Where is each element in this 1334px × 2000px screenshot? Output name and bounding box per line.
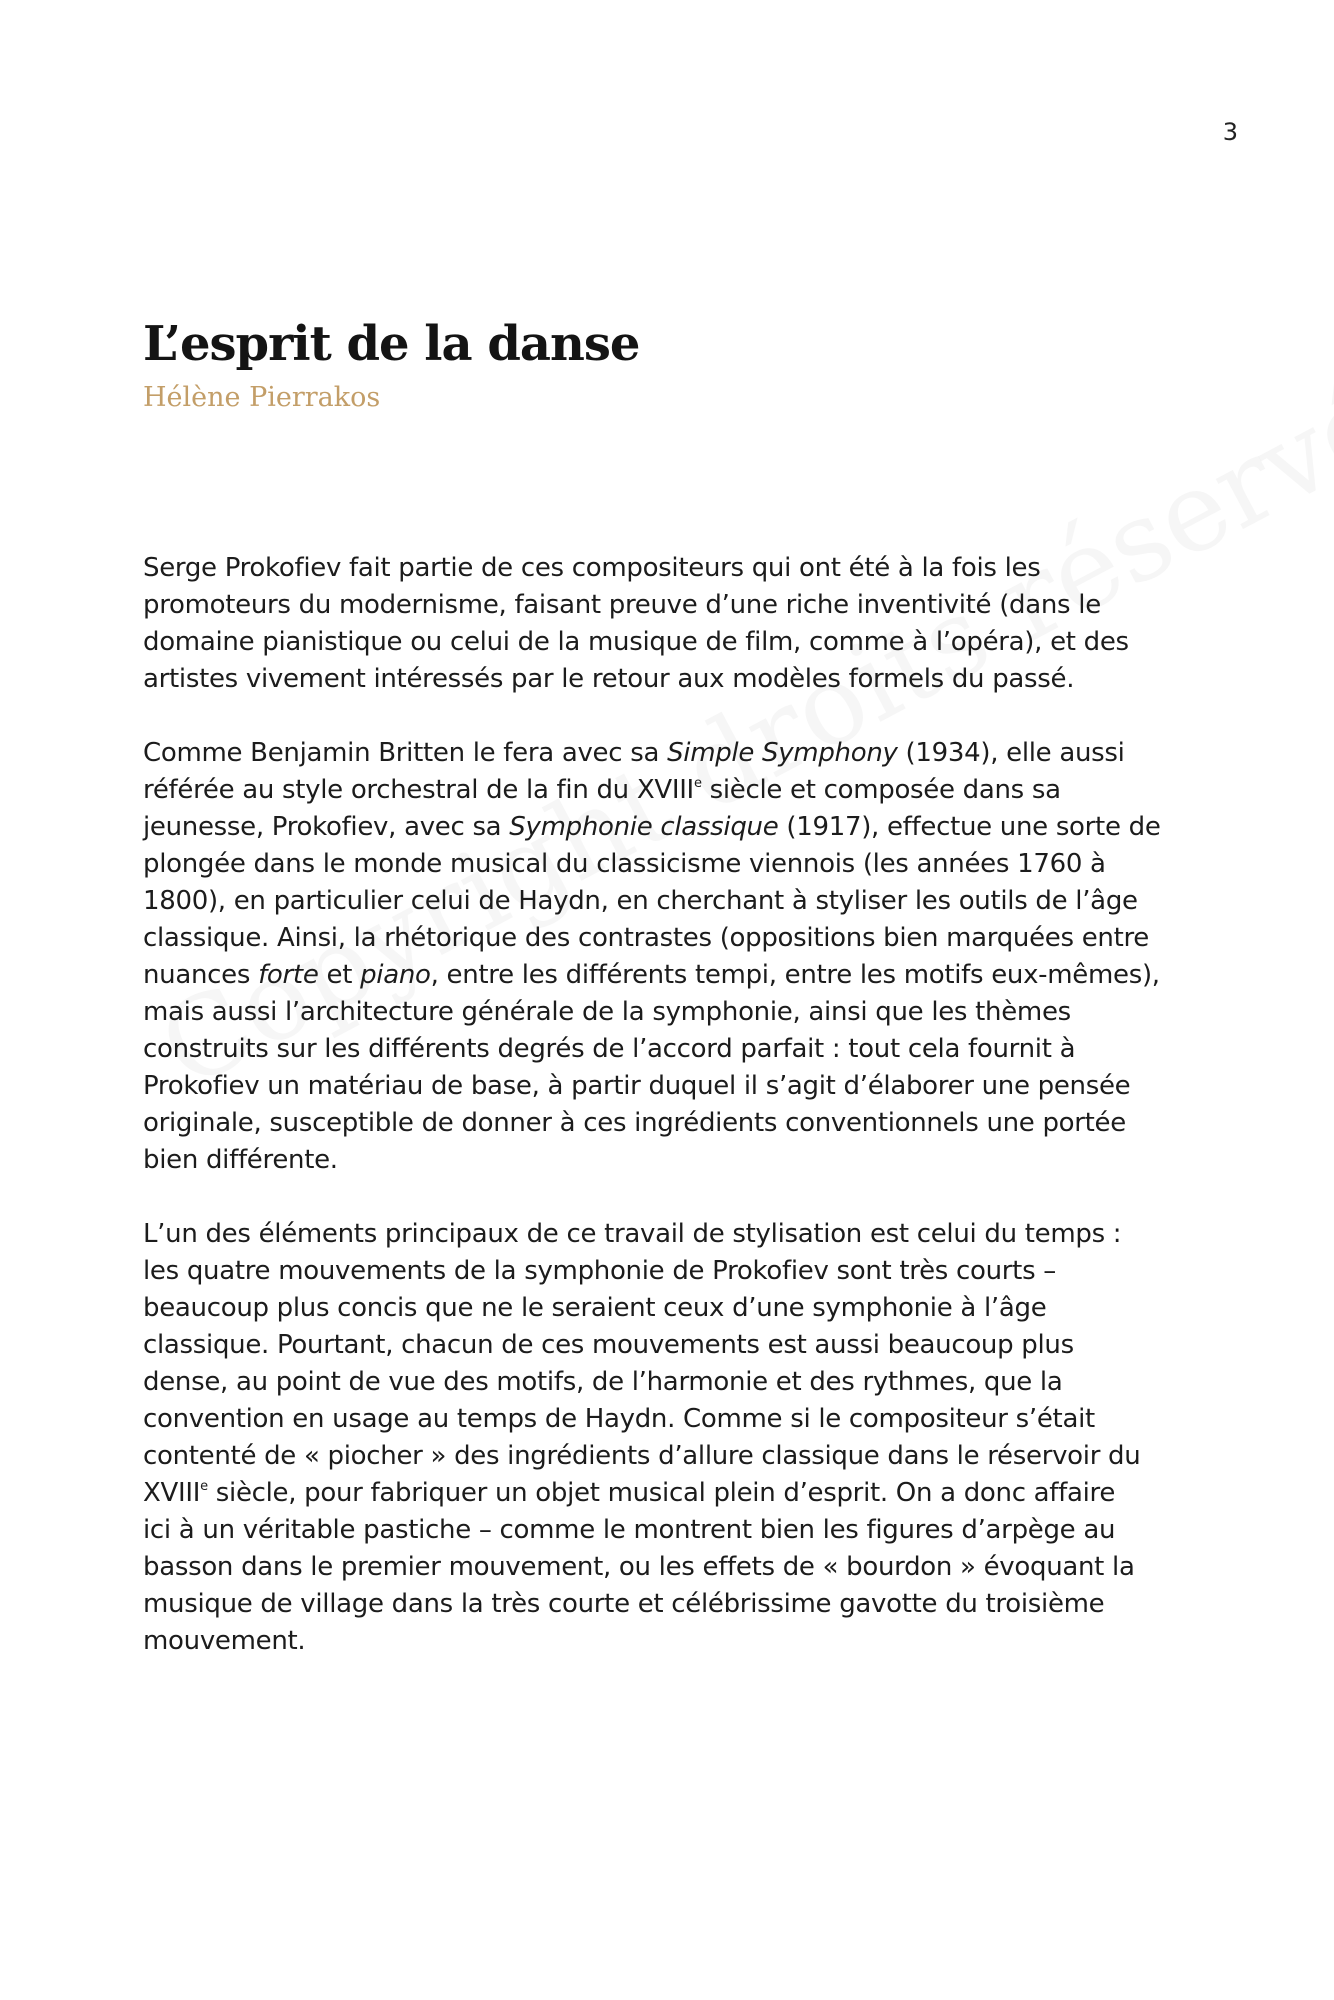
text-line: promoteurs du modernisme, faisant preuve d’une riche inventivité (dans le [143,590,1101,620]
text-line: classique. Ainsi, la rhétorique des contrastes (oppositions bien marquées entre [143,923,1149,953]
italic-text: Simple Symphony [667,738,898,768]
text-line: bien différente. [143,1145,338,1175]
text-line: dense, au point de vue des motifs, de l’harmonie et des rythmes, que la [143,1367,1063,1397]
text-line: beaucoup plus concis que ne le seraient ceux d’une symphonie à l’âge [143,1293,1047,1323]
text-line: Prokofiev un matériau de base, à partir duquel il s’agit d’élaborer une pensée [143,1071,1131,1101]
text-line: Comme Benjamin Britten le fera avec sa Simple Symphony (1934), elle aussi [143,738,1125,768]
superscript: e [200,1479,208,1494]
text-line: mais aussi l’architecture générale de la symphonie, ainsi que les thèmes [143,997,1071,1027]
text-line: plongée dans le monde musical du classicisme viennois (les années 1760 à [143,849,1106,879]
text-line: originale, susceptible de donner à ces ingrédients conventionnels une portée [143,1108,1126,1138]
text-line: ici à un véritable pastiche – comme le montrent bien les figures d’arpège au [143,1515,1116,1545]
text-line: référée au style orchestral de la fin du XVIIIe siècle et composée dans sa [143,775,1061,805]
paragraph [143,1216,1203,1660]
text-line: 1800), en particulier celui de Haydn, en cherchant à styliser les outils de l’âge [143,886,1138,916]
text-line: nuances forte et piano, entre les différents tempi, entre les motifs eux-mêmes), [143,960,1160,990]
article-title: L’esprit de la danse [143,316,640,372]
text-line: mouvement. [143,1626,306,1656]
text-line: Serge Prokofiev fait partie de ces compositeurs qui ont été à la fois les [143,553,1041,583]
italic-text: forte [258,960,319,990]
text-line: XVIIIe siècle, pour fabriquer un objet musical plein d’esprit. On a donc affaire [143,1478,1116,1508]
text-line: basson dans le premier mouvement, ou les effets de « bourdon » évoquant la [143,1552,1135,1582]
text-line: artistes vivement intéressés par le retour aux modèles formels du passé. [143,664,1075,694]
text-line: musique de village dans la très courte et célébrissime gavotte du troisième [143,1589,1105,1619]
text-line: les quatre mouvements de la symphonie de Prokofiev sont très courts – [143,1256,1056,1286]
text-line: jeunesse, Prokofiev, avec sa Symphonie classique (1917), effectue une sorte de [143,812,1161,842]
text-line: domaine pianistique ou celui de la musique de film, comme à l’opéra), et des [143,627,1129,657]
article-body [143,550,1203,1697]
superscript: e [693,776,702,791]
italic-text: Symphonie classique [509,812,779,842]
paragraph [143,735,1203,1179]
text-line: construits sur les différents degrés de l’accord parfait : tout cela fournit à [143,1034,1076,1064]
article-author: Hélène Pierrakos [143,382,381,413]
italic-text: piano [360,960,431,990]
text-line: contenté de « piocher » des ingrédients d’allure classique dans le réservoir du [143,1441,1141,1471]
text-line: classique. Pourtant, chacun de ces mouvements est aussi beaucoup plus [143,1330,1074,1360]
paragraph [143,550,1203,698]
text-line: L’un des éléments principaux de ce travail de stylisation est celui du temps : [143,1219,1122,1249]
text-line: convention en usage au temps de Haydn. Comme si le compositeur s’était [143,1404,1095,1434]
page-number: 3 [1222,118,1238,146]
